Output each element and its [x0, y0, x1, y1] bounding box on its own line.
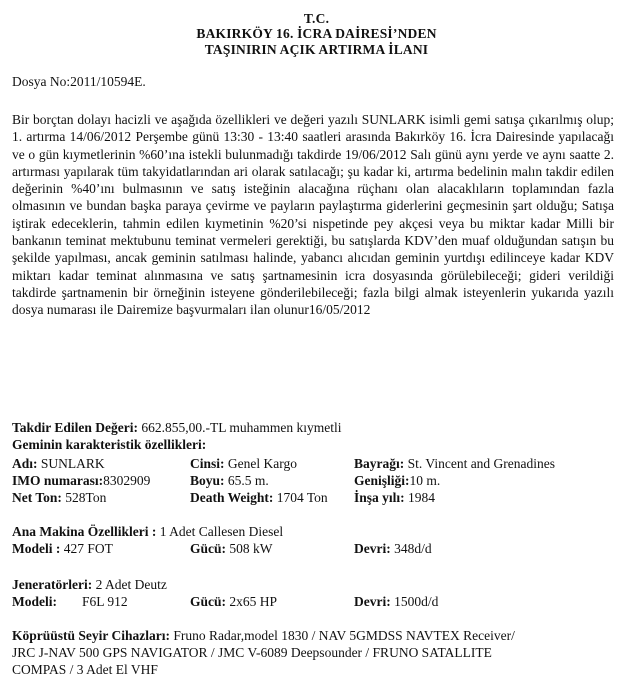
ship-width	[354, 473, 440, 489]
header-tc: T.C.	[303, 11, 330, 26]
ship-specs-heading: Geminin karakteristik özellikleri:	[12, 437, 207, 452]
generators-value: 2 Adet Deutz	[95, 577, 167, 592]
ship-imo-label: IMO numarası:	[12, 473, 104, 488]
ship-length-label: Boyu:	[190, 473, 225, 488]
ship-flag-value: St. Vincent and Grenadines	[407, 456, 556, 471]
ship-name-value: SUNLARK	[40, 456, 105, 471]
valuation-value: 662.855,00.-TL muhammen kıymetli	[141, 420, 342, 435]
main-engine-rev-label: Devri:	[354, 541, 391, 556]
generators-model-label: Modeli:	[12, 594, 57, 609]
ship-name	[12, 456, 105, 472]
ship-type-label: Cinsi:	[190, 456, 225, 471]
generators-model-value: F6L 912	[82, 594, 128, 609]
main-engine-heading	[12, 524, 283, 540]
ship-flag-label: Bayrağı:	[354, 456, 405, 471]
main-engine-model-value: 427 FOT	[63, 541, 113, 556]
bridge-equipment-label: Köprüüstü Seyir Cihazları:	[12, 628, 171, 643]
ship-length-value: 65.5 m.	[227, 473, 269, 488]
ship-dw-value: 1704 Ton	[276, 490, 328, 505]
ship-net-ton	[12, 490, 106, 506]
header-office: BAKIRKÖY 16. İCRA DAİRESİ’NDEN	[196, 26, 437, 41]
ship-year-value: 1984	[408, 490, 436, 505]
main-engine-power-label: Gücü:	[190, 541, 227, 556]
generators-heading	[12, 577, 167, 593]
ship-width-value: 10 m.	[409, 473, 441, 488]
generators-power-label: Gücü:	[190, 594, 227, 609]
bridge-equipment-value1: Fruno Radar,model 1830 / NAV 5GMDSS NAVTEX Receiver/	[173, 628, 515, 643]
bridge-equipment-line1	[12, 628, 515, 644]
main-engine-model-label: Modeli :	[12, 541, 61, 556]
main-engine-label: Ana Makina Özellikleri :	[12, 524, 157, 539]
bridge-equipment-line3: COMPAS / 3 Adet El VHF	[12, 662, 158, 677]
ship-net-value: 528Ton	[65, 490, 107, 505]
main-engine-rev-value: 348d/d	[394, 541, 432, 556]
ship-imo	[12, 473, 150, 489]
ship-name-label: Adı:	[12, 456, 38, 471]
main-engine-model	[12, 541, 113, 557]
generators-rev	[354, 594, 438, 610]
ship-length	[190, 473, 269, 489]
ship-flag	[354, 456, 555, 472]
file-number: Dosya No:2011/10594E.	[12, 74, 146, 89]
ship-deadweight	[190, 490, 328, 506]
ship-dw-label: Death Weight:	[190, 490, 274, 505]
generators-label: Jeneratörleri:	[12, 577, 93, 592]
main-engine-power	[190, 541, 273, 557]
main-engine-rev	[354, 541, 432, 557]
generators-rev-value: 1500d/d	[394, 594, 439, 609]
ship-width-label: Genişliği:	[354, 473, 410, 488]
header-title: TAŞINIRIN AÇIK ARTIRMA İLANI	[204, 42, 429, 57]
valuation-row	[12, 420, 342, 436]
generators-rev-label: Devri:	[354, 594, 391, 609]
ship-imo-value: 8302909	[103, 473, 151, 488]
valuation-label: Takdir Edilen Değeri:	[12, 420, 139, 435]
bridge-equipment-line2: JRC J-NAV 500 GPS NAVIGATOR / JMC V-6089 Deepsounder / FRUNO SATALLITE	[12, 645, 492, 660]
ship-type	[190, 456, 297, 472]
generators-power-value: 2x65 HP	[229, 594, 278, 609]
ship-build-year	[354, 490, 435, 506]
ship-year-label: İnşa yılı:	[354, 490, 405, 505]
ship-net-label: Net Ton:	[12, 490, 62, 505]
generators-power	[190, 594, 277, 610]
main-engine-power-value: 508 kW	[229, 541, 273, 556]
generators-model	[12, 594, 57, 610]
auction-body-paragraph: Bir borçtan dolayı hacizli ve aşağıda özellikleri ve değeri yazılı SUNLARK isimli gemi satışa çıkarılmış olup; 1. artırma 14/06/2012 Perşembe günü 13:30 - 13:40 saatleri arasında Bakırköy 16. İcra Dairesinde yapılacağı ve o gün kıymetlerinin %60’ına istekli bulunmadığı takdirde 19/06/2012 Salı günü aynı yerde ve aynı saatte 2. artırması yapılarak tüm takyidatlarından ari olarak satılacağı; şu kadar ki, artırma bedelinin malın takdir edilen değerinin %40’ını bulmasının ve satış isteğinin alacağına rüçhanı olan alacaklıların toplamından fazla olmasının ve bundan başka paraya çevirme ve payların paylaştırma giderlerini geçmesinin şart olduğu; Satışa iştirak edeceklerin, tahmin edilen kıymetinin %20’si nispetinde pey akçesi veya bu miktar kadar Milli bir bankanın teminat mektubunu teminat vermeleri gerektiği, bu satışlarda KDV’den muaf olduğundan satışın bu şekilde yapılması, ancak geminin satılması halinde, yabancı alıcıdan geminin yurtdışı edilinceye kadar KDV miktarı kadar teminat alınmasına ve satış şartnamesinin icra dosyasında görülebileceği; gideri verildiği takdirde şartnamenin bir örneğinin isteyene gönderilebileceği; fazla bilgi almak isteyenlerin yukarıda yazılı dosya numarası ile Dairemize başvurmaları ilan olunur16/05/2012	[12, 112, 614, 318]
ship-type-value: Genel Kargo	[227, 456, 297, 471]
main-engine-value: 1 Adet Callesen Diesel	[159, 524, 284, 539]
